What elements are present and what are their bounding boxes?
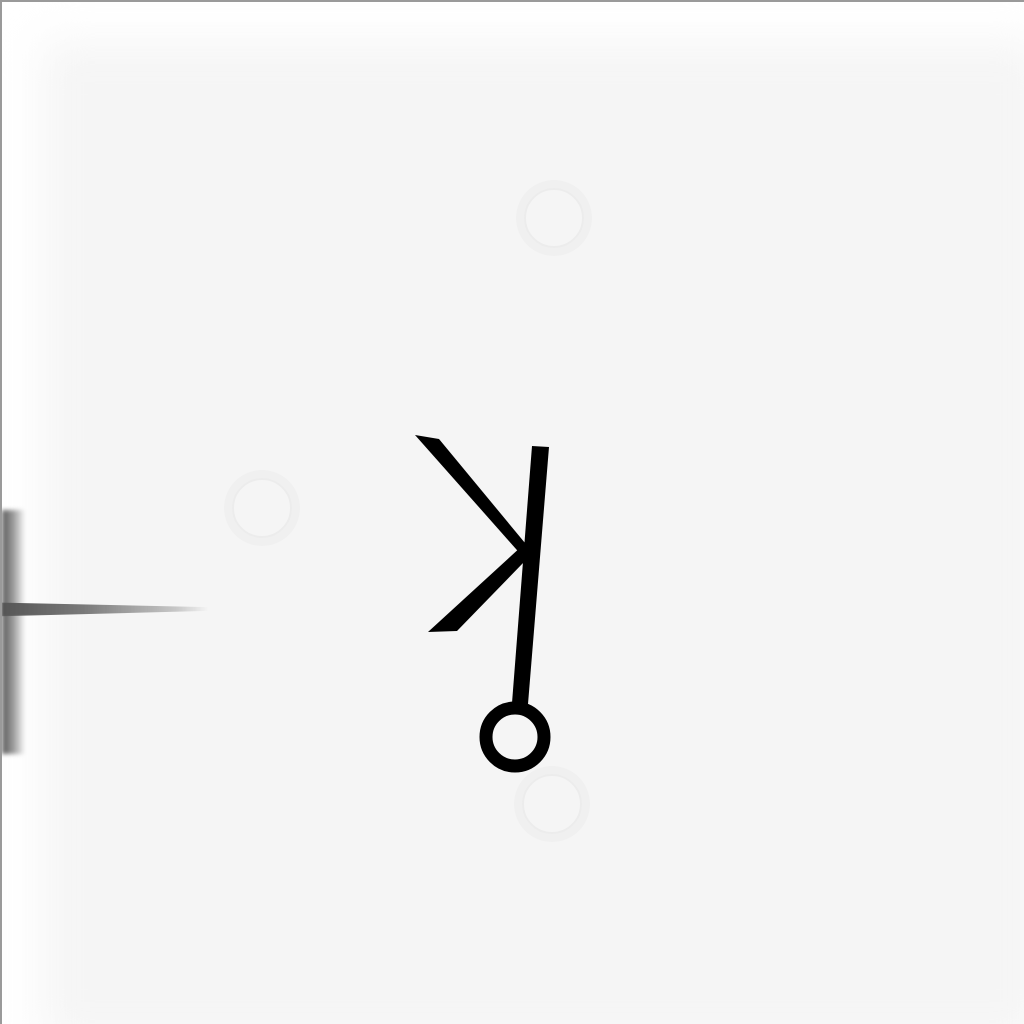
symbol-ring	[486, 708, 544, 766]
symbol-stem	[512, 446, 549, 704]
symbol-lower-arm	[428, 545, 524, 632]
mirrored-k-with-ring-icon	[2, 2, 1024, 1024]
symbol-upper-arm	[415, 435, 525, 558]
